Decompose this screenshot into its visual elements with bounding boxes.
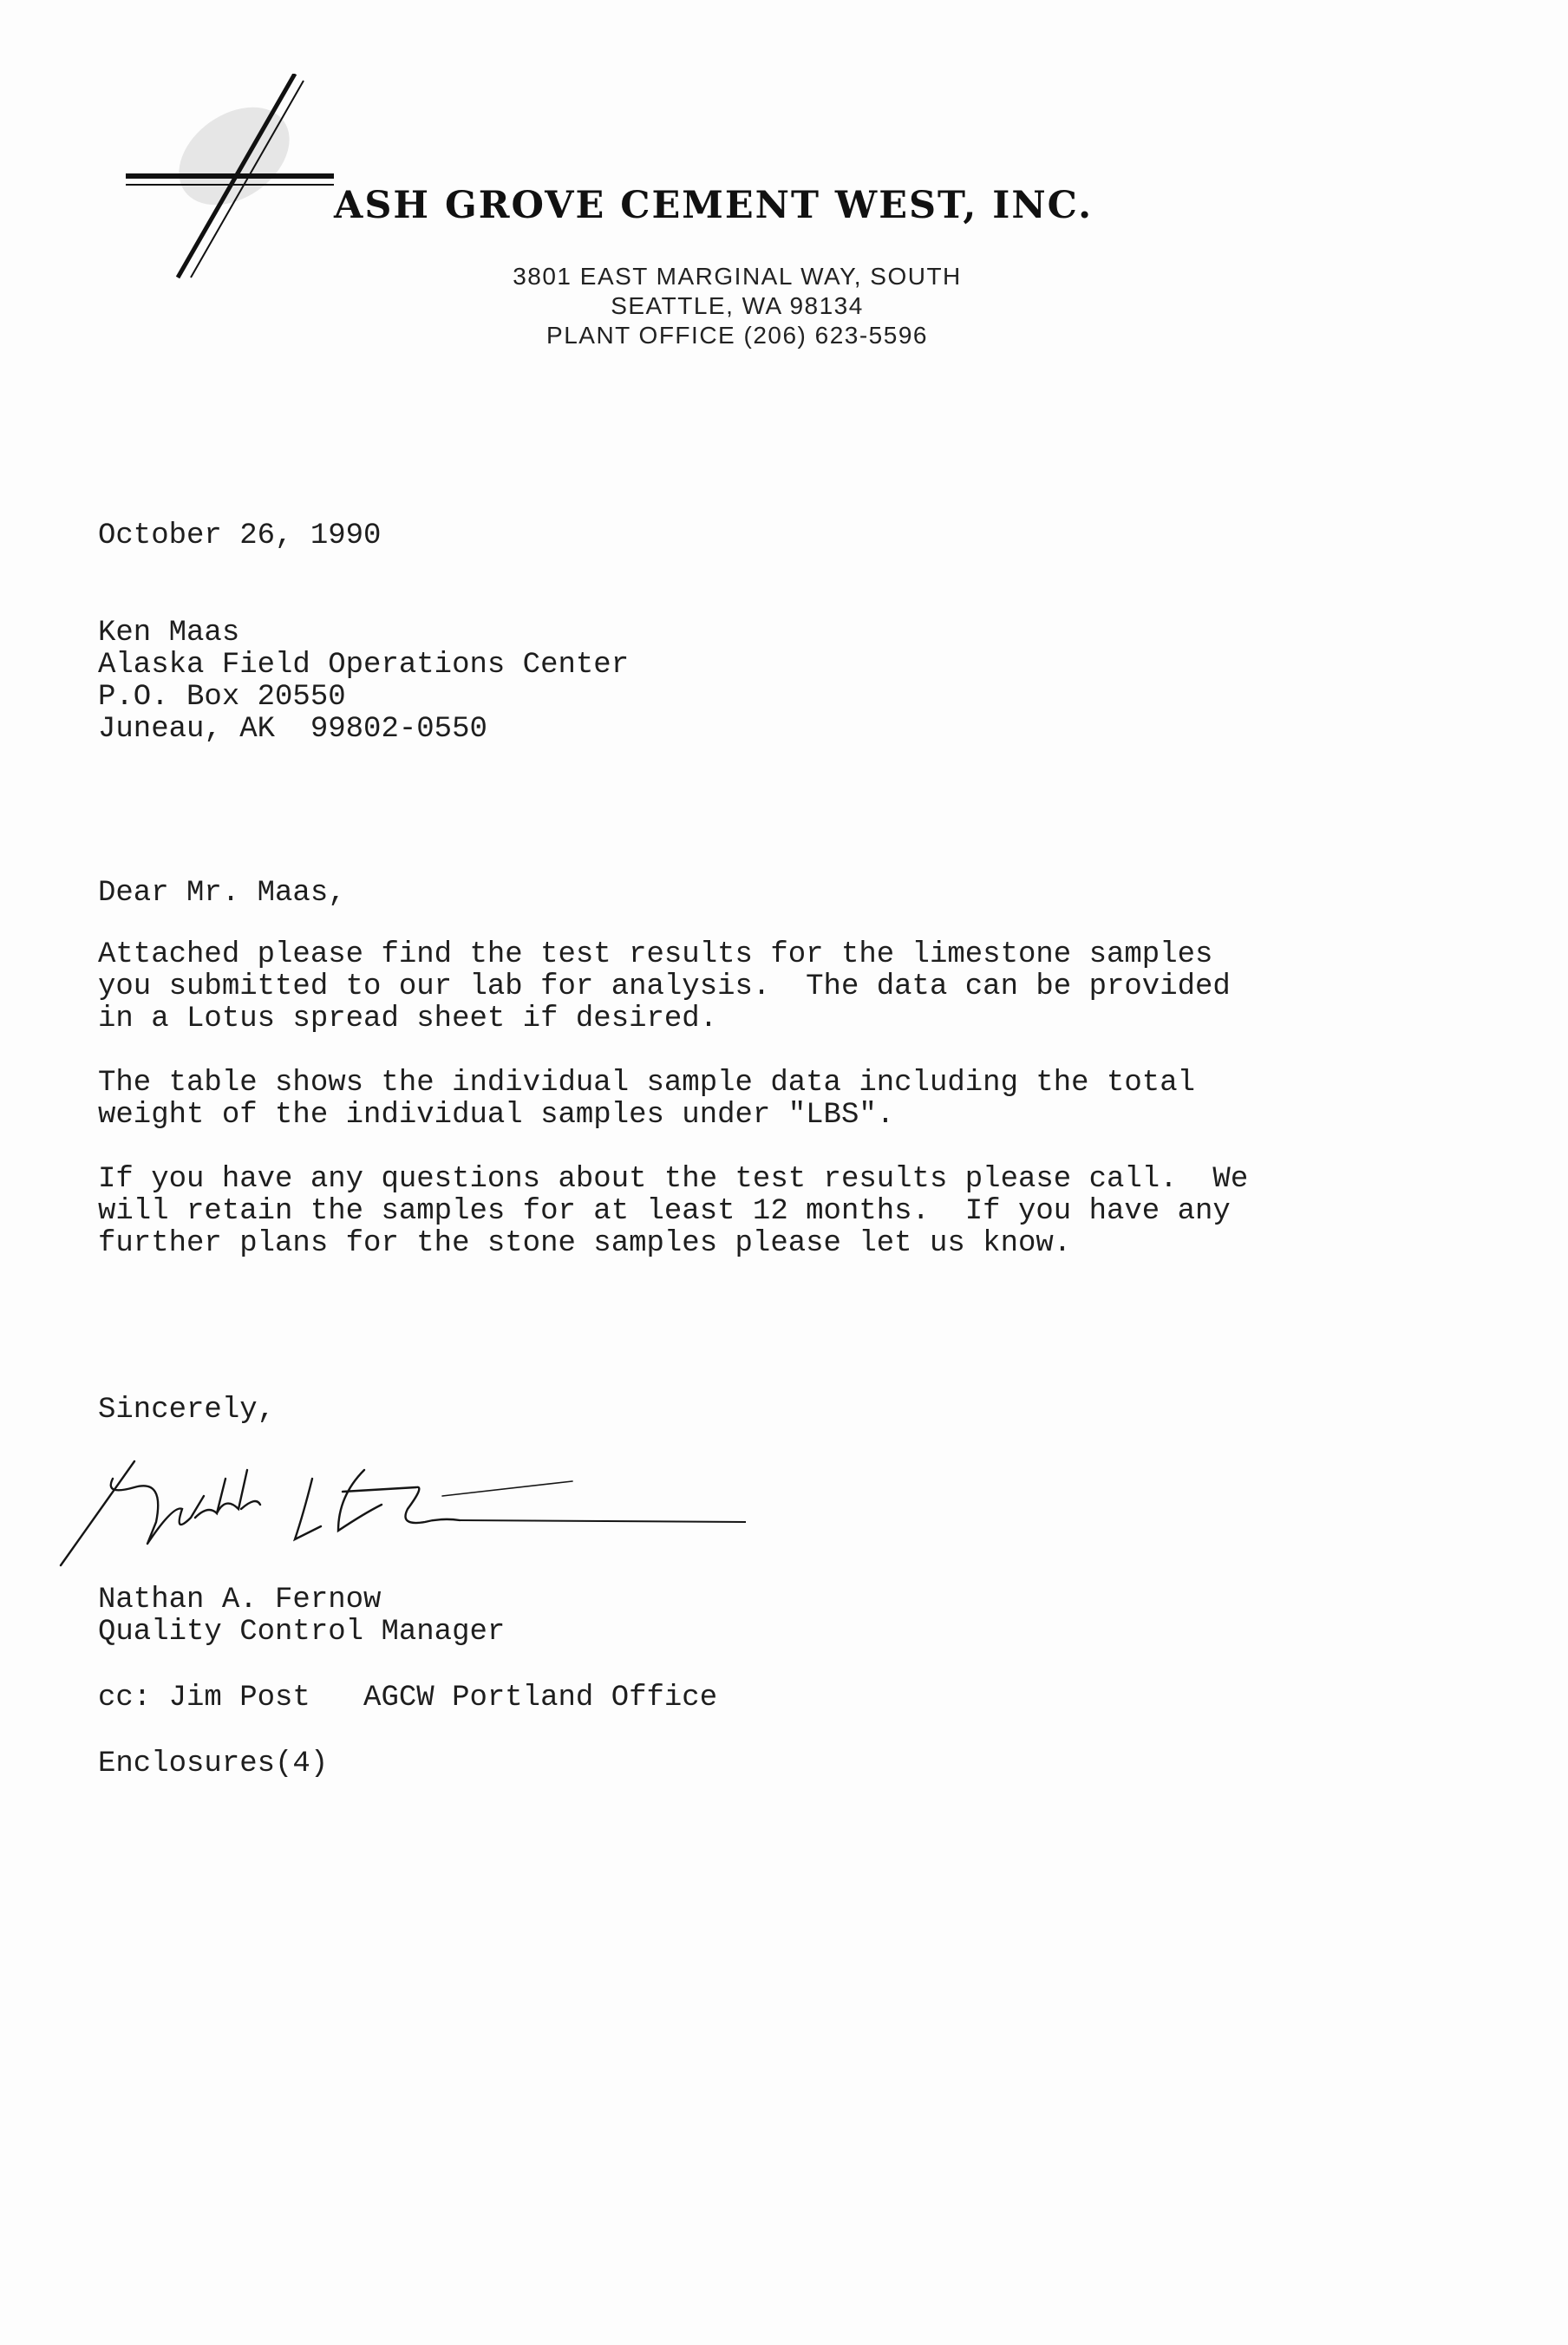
recipient-name: Ken Maas	[98, 617, 240, 650]
signer-title: Quality Control Manager	[98, 1616, 506, 1649]
paragraph-2: The table shows the individual sample data including the total weight of the individual samples under "LBS".	[98, 1067, 1196, 1132]
enclosures-line: Enclosures(4)	[98, 1747, 329, 1780]
closing: Sincerely,	[98, 1394, 276, 1427]
handwritten-signature	[52, 1444, 746, 1591]
address-line-2: SEATTLE, WA 98134	[611, 292, 864, 319]
recipient-organization: Alaska Field Operations Center	[98, 649, 630, 682]
signer-name: Nathan A. Fernow	[98, 1584, 382, 1617]
recipient-po-box: P.O. Box 20550	[98, 681, 346, 714]
address-line-3: PLANT OFFICE (206) 623-5596	[546, 322, 928, 349]
company-name: ASH GROVE CEMENT WEST, INC.	[334, 184, 1094, 227]
company-address	[451, 262, 1023, 350]
paragraph-3: If you have any questions about the test results please call. We will retain the samples for at least 12 months. If you have any further plans for the stone samples please let us know.	[98, 1163, 1249, 1260]
recipient-city: Juneau, AK 99802-0550	[98, 713, 487, 746]
company-logo	[121, 74, 347, 282]
cc-line: cc: Jim Post AGCW Portland Office	[98, 1682, 718, 1715]
letter-date: October 26, 1990	[98, 519, 382, 552]
paragraph-1: Attached please find the test results for the limestone samples you submitted to our lab for analysis. The data can be provided in a Lotus spread sheet if desired.	[98, 938, 1231, 1035]
address-line-1: 3801 EAST MARGINAL WAY, SOUTH	[513, 263, 962, 290]
salutation: Dear Mr. Maas,	[98, 877, 346, 910]
